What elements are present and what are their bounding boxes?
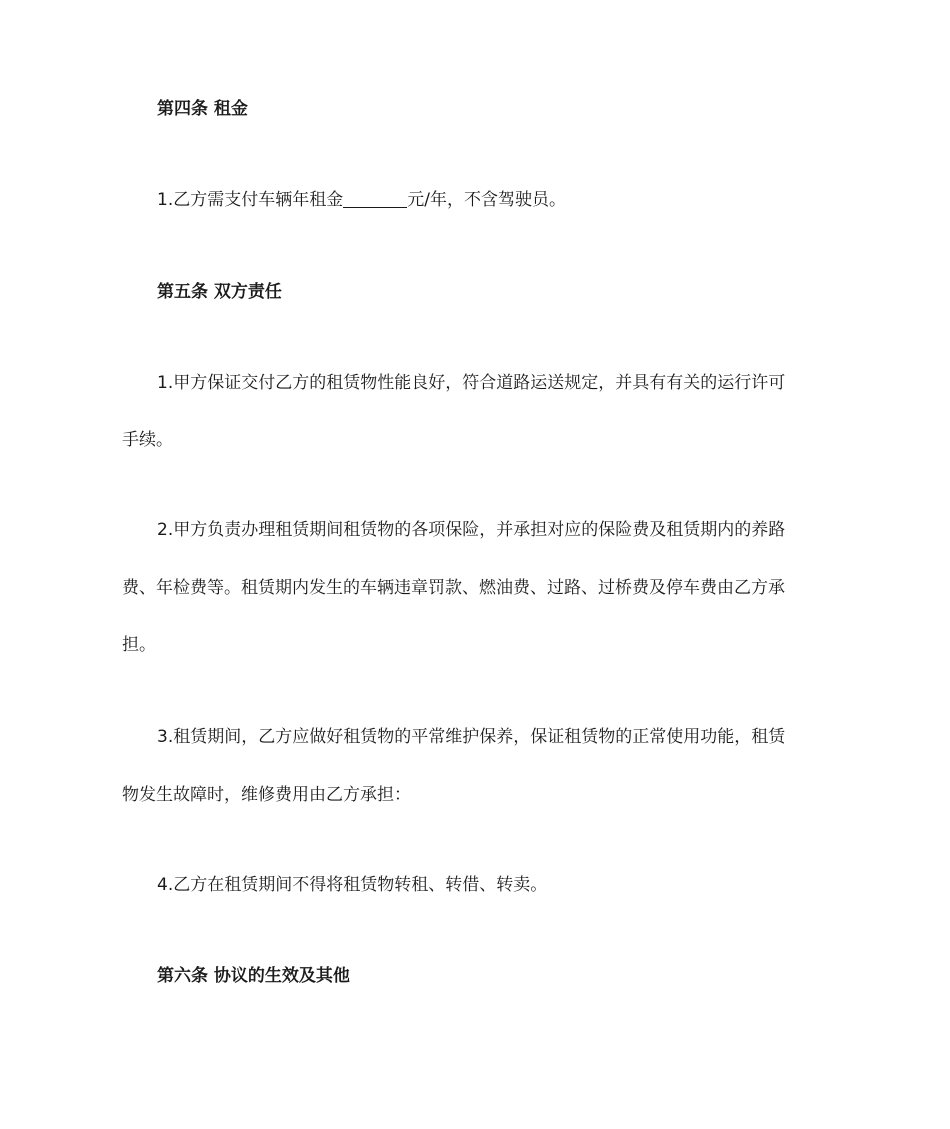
article-5-clause-2-line-2: 费、年检费等。租赁期内发生的车辆违章罚款、燃油费、过路、过桥费及停车费由乙方承 xyxy=(122,578,785,598)
clause-text: 1.乙方需支付车辆年租金 xyxy=(157,190,344,210)
article-5-clause-3-line-2: 物发生故障时，维修费用由乙方承担： xyxy=(122,785,411,805)
article-5-clause-1-line-1: 1.甲方保证交付乙方的租赁物性能良好，符合道路运送规定，并具有有关的运行许可 xyxy=(157,373,786,393)
article-4-clause-1 xyxy=(157,188,834,212)
article-5-clause-3-line-1: 3.租赁期间，乙方应做好租赁物的平常维护保养，保证租赁物的正常使用功能，租赁 xyxy=(157,727,786,747)
article-5-clause-2-line-1: 2.甲方负责办理租赁期间租赁物的各项保险，并承担对应的保险费及租赁期内的养路 xyxy=(157,520,786,540)
rent-amount-blank xyxy=(343,189,407,208)
article-5-clause-2-line-3: 担。 xyxy=(122,635,156,655)
article-5-clause-1-line-2: 手续。 xyxy=(122,430,173,450)
article-5-clause-4: 4.乙方在租赁期间不得将租赁物转租、转借、转卖。 xyxy=(157,875,548,895)
article-4-heading: 第四条 租金 xyxy=(157,99,248,119)
article-6-heading: 第六条 协议的生效及其他 xyxy=(157,966,350,986)
article-5-heading: 第五条 双方责任 xyxy=(157,282,282,302)
clause-text: 元/年，不含驾驶员。 xyxy=(407,190,566,210)
